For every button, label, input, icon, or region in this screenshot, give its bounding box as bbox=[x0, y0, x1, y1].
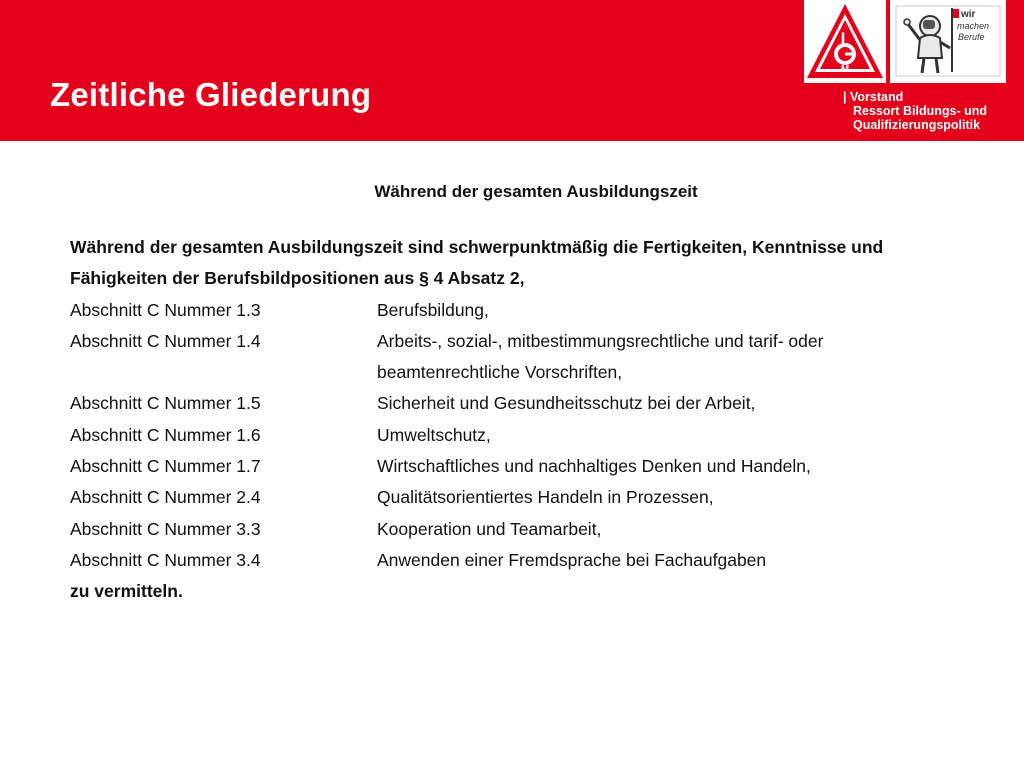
list-item bbox=[70, 420, 1010, 451]
list-item bbox=[70, 326, 1010, 357]
wir-machen-berufe-logo bbox=[890, 0, 1006, 83]
org-line-2: Ressort Bildungs- und bbox=[853, 104, 988, 118]
wir-machen-berufe-icon bbox=[890, 0, 1006, 83]
list-item bbox=[70, 545, 1010, 576]
list-item bbox=[70, 295, 1010, 326]
section-text: Arbeits-, sozial-, mitbestimmungsrechtliche und tarif- oder bbox=[377, 330, 824, 351]
list-item bbox=[70, 482, 1010, 513]
content-body bbox=[70, 232, 1010, 608]
section-ref bbox=[70, 357, 377, 388]
section-ref: Abschnitt C Nummer 1.7 bbox=[70, 456, 261, 477]
section-text: Anwenden einer Fremdsprache bei Fachaufgaben bbox=[377, 549, 767, 570]
igm-triangle-icon bbox=[804, 0, 886, 83]
list-item bbox=[70, 451, 1010, 482]
section-text: Sicherheit und Gesundheitsschutz bei der Arbeit, bbox=[377, 393, 756, 414]
section-text: Qualitätsorientiertes Handeln in Prozessen, bbox=[377, 487, 714, 508]
section-text: Umweltschutz, bbox=[377, 424, 491, 445]
section-subtitle: Während der gesamten Ausbildungszeit bbox=[374, 182, 698, 201]
list-item bbox=[70, 357, 1010, 388]
svg-text:Berufe: Berufe bbox=[958, 32, 985, 42]
section-text: beamtenrechtliche Vorschriften, bbox=[377, 362, 623, 383]
organization-label bbox=[843, 90, 987, 132]
section-ref: Abschnitt C Nummer 1.6 bbox=[70, 424, 261, 445]
intro-line-1: Während der gesamten Ausbildungszeit sind schwerpunktmäßig die Fertigkeiten, Kenntnisse und bbox=[70, 237, 884, 257]
org-line-3: Qualifizierungspolitik bbox=[853, 118, 981, 132]
section-ref: Abschnitt C Nummer 1.5 bbox=[70, 393, 261, 414]
org-line-1: | Vorstand bbox=[843, 90, 904, 104]
page-title: Zeitliche Gliederung bbox=[50, 76, 372, 113]
closing-line: zu vermitteln. bbox=[70, 581, 183, 602]
section-ref: Abschnitt C Nummer 3.4 bbox=[70, 549, 261, 570]
list-item bbox=[70, 388, 1010, 419]
svg-text:M: M bbox=[840, 64, 850, 75]
header-banner bbox=[0, 0, 1024, 141]
section-ref: Abschnitt C Nummer 1.4 bbox=[70, 330, 261, 351]
intro-line-2: Fähigkeiten der Berufsbildpositionen aus § 4 Absatz 2, bbox=[70, 268, 525, 289]
section-ref: Abschnitt C Nummer 1.3 bbox=[70, 299, 261, 320]
section-text: Kooperation und Teamarbeit, bbox=[377, 518, 602, 539]
section-text: Wirtschaftliches und nachhaltiges Denken und Handeln, bbox=[377, 456, 811, 477]
svg-text:machen: machen bbox=[957, 21, 990, 31]
svg-text:I: I bbox=[840, 29, 846, 48]
list-item bbox=[70, 514, 1010, 545]
section-ref: Abschnitt C Nummer 2.4 bbox=[70, 487, 261, 508]
section-text: Berufsbildung, bbox=[377, 299, 489, 320]
igm-logo bbox=[804, 0, 886, 83]
section-ref: Abschnitt C Nummer 3.3 bbox=[70, 518, 261, 539]
svg-text:wir: wir bbox=[961, 9, 976, 20]
